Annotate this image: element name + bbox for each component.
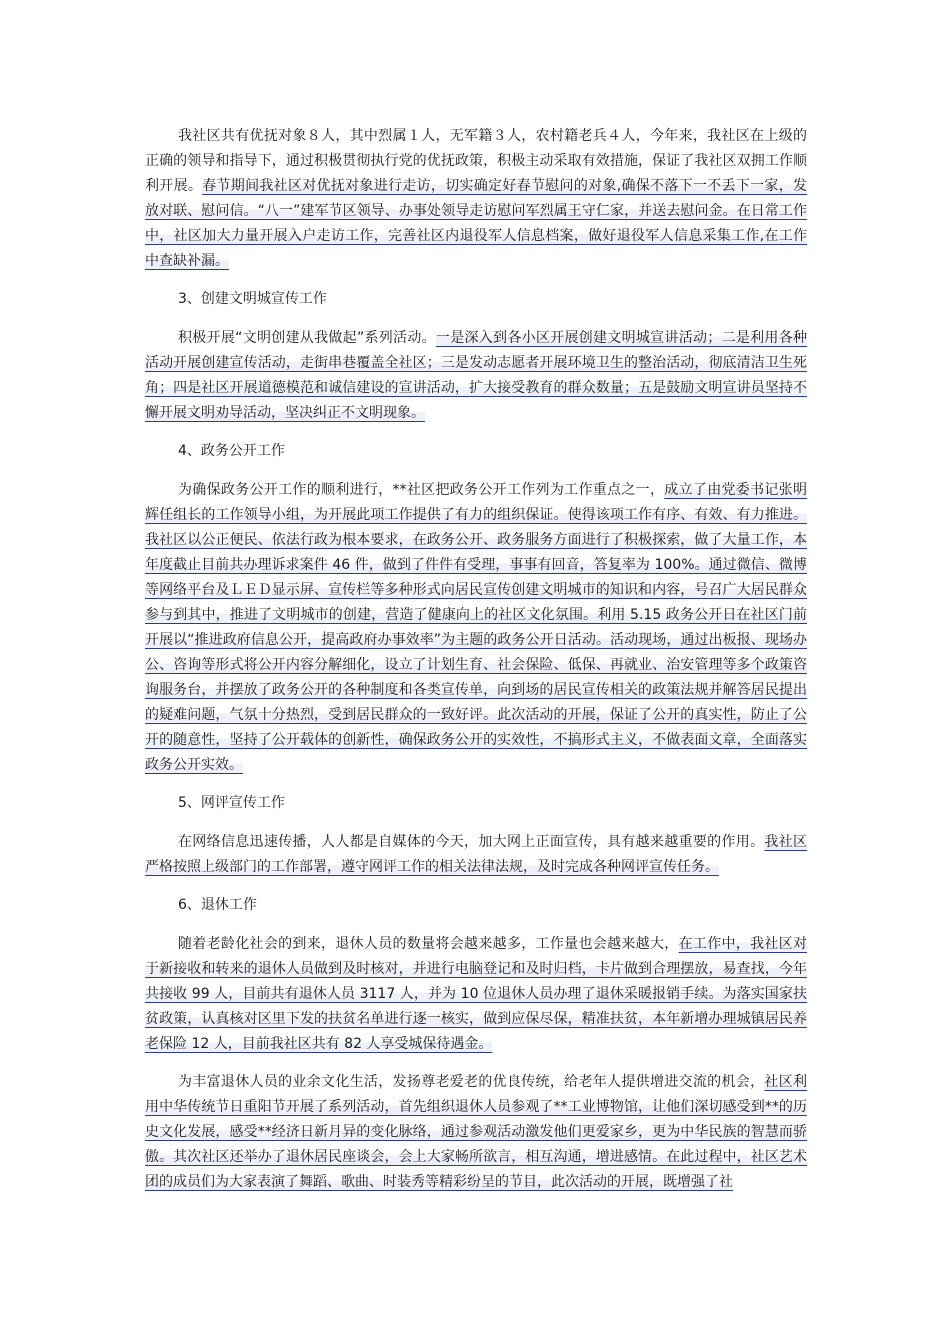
section-heading-tuixiu: 6、退休工作 <box>178 897 257 913</box>
paragraph-wangping <box>145 830 807 880</box>
paragraph-lead: 为确保政务公开工作的顺利进行，**社区把政务公开工作列为工作重点之一， <box>178 482 665 498</box>
section-heading-wenmingcheng: 3、创建文明城宣传工作 <box>178 291 327 307</box>
paragraph-underlined-text: 社区利用中华传统节日重阳节开展了系列活动，首先组织退休人员参观了**工业博物馆，让他们深切感受到**的历史文化发展，感受**经济日新月异的变化脉络，通过参观活动激发他们更爱家乡，更为中华民族的智慧而骄傲。其次社区还举办了退休居民座谈会，会上大家畅所欲言，相互沟通，增进感情。在此过程中，社区艺术团的成员们为大家表演了舞蹈、歌曲、时装秀等精彩纷呈的节目，此次活动的开展，既增强了社 <box>145 1074 808 1190</box>
paragraph-tuixiu <box>145 932 807 1057</box>
paragraph-wenmingcheng <box>145 326 807 426</box>
document-page <box>145 124 807 1208</box>
paragraph-lead: 积极开展“文明创建从我做起”系列活动。 <box>178 330 436 346</box>
paragraph-underlined-text: 春节期间我社区对优抚对象进行走访，切实确定好春节慰问的对象,确保不落下一不丢下一家，发放对联、慰问信。“八一”建军节区领导、办事处领导走访慰问军烈属王守仁家，并送去慰问金。在日常工作中，社区加大力量开展入户走访工作，完善社区内退役军人信息档案，做好退役军人信息采集工作,在工作中查缺补漏。 <box>145 178 808 269</box>
paragraph-zhengwu <box>145 478 807 778</box>
paragraph-lead: 为丰富退休人员的业余文化生活，发扬尊老爱老的优良传统，给老年人提供增进交流的机会， <box>178 1074 765 1090</box>
section-heading-wangping: 5、网评宣传工作 <box>178 795 285 811</box>
paragraph-youfu <box>145 124 807 274</box>
paragraph-lead: 在网络信息迅速传播，人人都是自媒体的今天，加大网上正面宣传，具有越来越重要的作用。 <box>178 834 765 850</box>
paragraph-underlined-text: 一是深入到各小区开展创建文明城宣讲活动；二是利用各种活动开展创建宣传活动，走街串巷覆盖全社区；三是发动志愿者开展环境卫生的整治活动，彻底清洁卫生死角；四是社区开展道德模范和诚信建设的宣讲活动，扩大接受教育的群众数量；五是鼓励文明宣讲员坚持不懈开展文明劝导活动，坚决纠正不文明现象。 <box>145 330 807 421</box>
paragraph-lead: 我社区共有优抚对象８人，其中烈属１人，无军籍３人，农村籍老兵４人，今年来，我社区在上级的正确的领导和指导下，通过积极贯彻执行党的优抚政策，积极主动采取有效措施，保证了我社区双拥工作顺利开展。 <box>145 128 807 194</box>
paragraph-underlined-text: 成立了由党委书记张明辉任组长的工作领导小组，为开展此项工作提供了有力的组织保证。使得该项工作有序、有效、有力推进。我社区以公正便民、依法行政为根本要求，在政务公开、政务服务方面进行了积极探索，做了大量工作，本年度截止目前共办理诉求案件 46 件，做到了件件有受理，事事有回音，答复率为 100%。通过微信、微博等网络平台及ＬＥＤ显示屏、宣传栏等多种形式向居民宣传创建文明城市的知识和内容，号召广大居民群众参与到其中，推进了文明城市的创建，营造了健康向上的社区文化氛围。利用 5.15 政务公开日在社区门前开展以“推进政府信息公开，提高政府办事效率”为主题的政务公开日活动。活动现场，通过出板报、现场办公、咨询等形式将公开内容分解细化，设立了计划生育、社会保险、低保、再就业、治安管理等多个政策咨询服务台，并摆放了政务公开的各种制度和各类宣传单，向到场的居民宣传相关的政策法规并解答居民提出的疑难问题，气氛十分热烈，受到居民群众的一致好评。此次活动的开展，保证了公开的真实性，防止了公开的随意性，坚持了公开载体的创新性，确保政务公开的实效性，不搞形式主义，不做表面文章，全面落实政务公开实效。 <box>145 482 808 773</box>
paragraph-underlined-text: 在工作中，我社区对于新接收和转来的退休人员做到及时核对，并进行电脑登记和及时归档，卡片做到合理摆放，易查找，今年共接收 99 人，目前共有退休人员 3117 人，并为 10 位退休人员办理了退休采暖报销手续。为落实国家扶贫政策，认真核对区里下发的扶贫名单进行逐一核实，做到应保尽保，精准扶贫，本年新增办理城镇居民养老保险 12 人，目前我社区共有 82 人享受城保待遇金。 <box>145 936 808 1052</box>
section-heading-zhengwu: 4、政务公开工作 <box>178 443 285 459</box>
paragraph-tuixiu-activities <box>145 1070 807 1195</box>
paragraph-underlined-text: 我社区严格按照上级部门的工作部署，遵守网评工作的相关法律法规，及时完成各种网评宣传任务。 <box>145 834 808 875</box>
paragraph-lead: 随着老龄化社会的到来，退休人员的数量将会越来越多，工作量也会越来越大， <box>178 936 679 952</box>
